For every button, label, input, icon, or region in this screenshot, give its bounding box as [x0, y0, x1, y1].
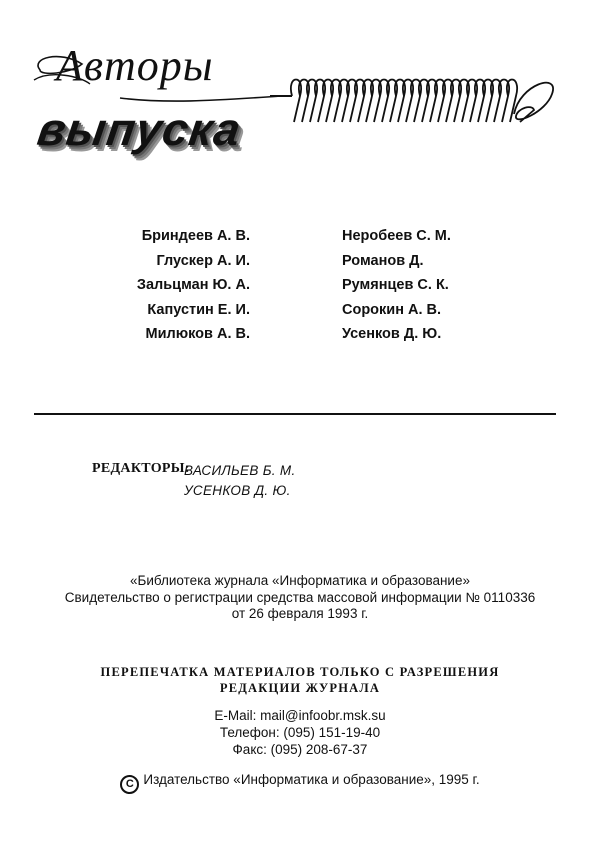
contacts	[0, 708, 600, 758]
contact-fax: Факс: (095) 208-67-37	[232, 741, 368, 757]
author-name: Романов Д.	[342, 252, 424, 269]
author-name: Глускер А. И.	[156, 252, 250, 269]
author-name: Бриндеев А. В.	[141, 228, 250, 244]
library-line: от 26 февраля 1993 г.	[231, 606, 369, 621]
author-name: Капустин Е. И.	[147, 301, 250, 318]
reprint-notice	[0, 664, 600, 696]
editor-name: УСЕНКОВ Д. Ю.	[184, 483, 291, 498]
copyright	[0, 772, 600, 794]
author-name: Зальцман Ю. А.	[136, 277, 250, 293]
contact-phone: Телефон: (095) 151-19-40	[219, 724, 381, 740]
contact-email: E-Mail: mail@infoobr.msk.su	[214, 708, 386, 723]
divider	[34, 413, 556, 415]
library-info	[0, 573, 600, 623]
author-name: Милюков А. В.	[145, 326, 250, 342]
editors-names	[184, 461, 296, 501]
notice-line: РЕДАКЦИИ ЖУРНАЛА	[219, 681, 381, 695]
author-name: Усенков Д. Ю.	[342, 326, 442, 342]
spring-flourish-decoration	[270, 74, 560, 140]
authors-right-column	[342, 224, 451, 347]
author-name: Неробеев С. М.	[342, 228, 451, 244]
library-line: Свидетельство о регистрации средства массовой информации № 0110336	[64, 589, 536, 605]
copyright-text: Издательство «Информатика и образование», 1995 г.	[143, 772, 480, 787]
title-script: Авторы	[56, 41, 214, 90]
author-name: Румянцев С. К.	[342, 277, 449, 293]
author-name: Сорокин А. В.	[342, 301, 442, 318]
notice-line: ПЕРЕПЕЧАТКА МАТЕРИАЛОВ ТОЛЬКО С РАЗРЕШЕНИЯ	[100, 665, 500, 679]
editors-label: РЕДАКТОРЫ:	[92, 461, 190, 476]
editor-name: ВАСИЛЬЕВ Б. М.	[184, 463, 296, 478]
copyright-icon: C	[120, 775, 139, 794]
library-line: «Библиотека журнала «Информатика и образование»	[129, 573, 470, 588]
title-block: выпуска	[34, 103, 245, 155]
authors-left-column	[137, 224, 250, 347]
